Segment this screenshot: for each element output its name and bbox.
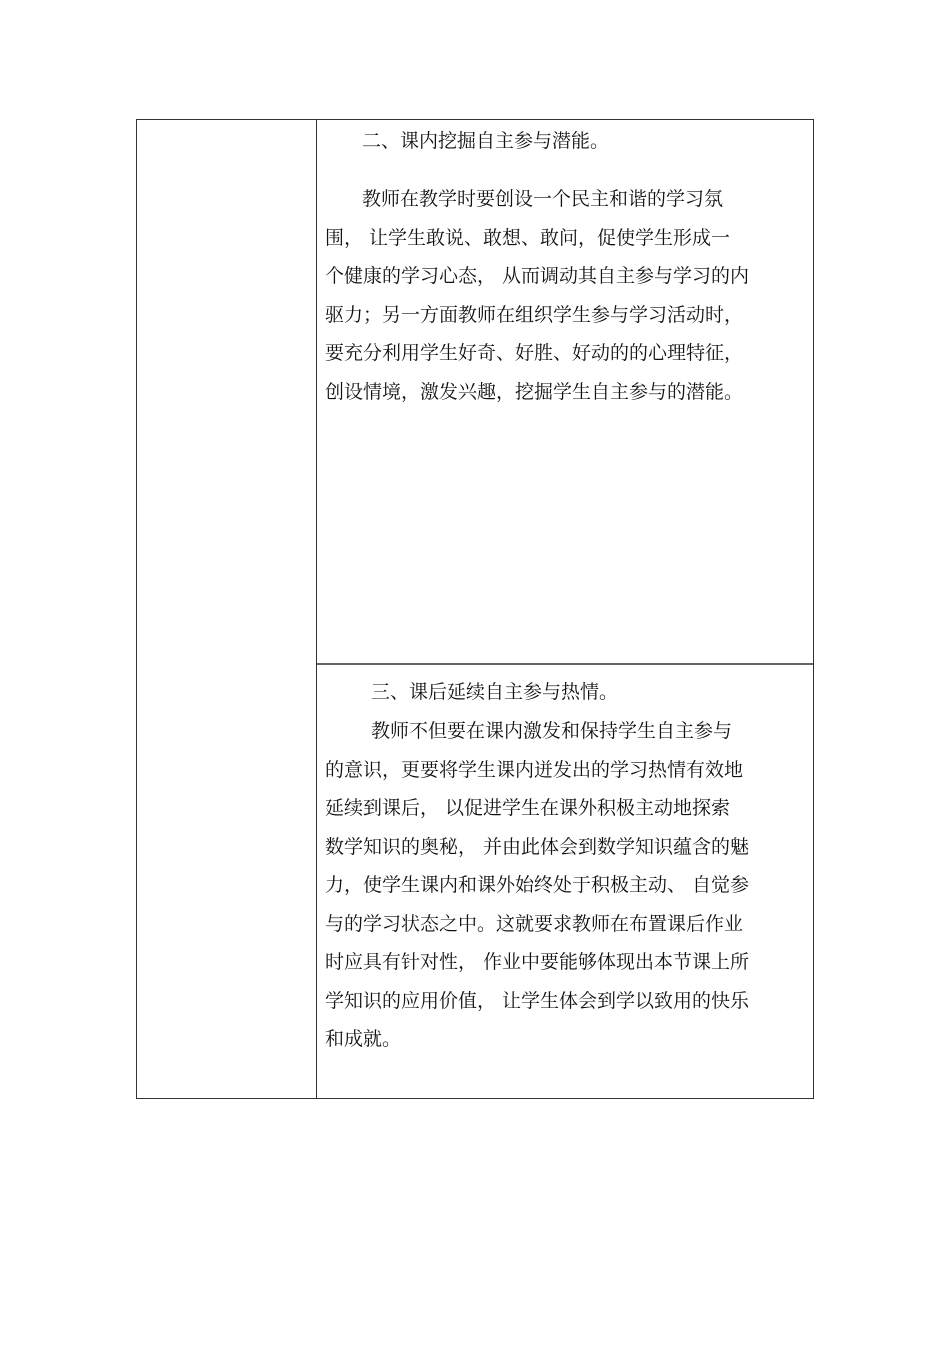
- paragraph-line: 要充分利用学生好奇、好胜、好动的的心理特征，: [325, 342, 744, 364]
- paragraph-line: 时应具有针对性， 作业中要能够体现出本节课上所: [325, 951, 750, 973]
- table-left-column: [137, 120, 317, 1098]
- section-three-cell: [317, 665, 813, 1098]
- section-three-paragraph: [325, 712, 803, 1059]
- paragraph-line: 和成就。: [325, 1028, 402, 1050]
- paragraph-line: 驱力；另一方面教师在组织学生参与学习活动时，: [325, 303, 744, 326]
- table-right-column: [317, 120, 813, 1098]
- section-three-heading: 三、课后延续自主参与热情。: [371, 681, 619, 703]
- section-two-paragraph: [325, 180, 803, 411]
- paragraph-line: 的意识，更要将学生课内迸发出的学习热情有效地: [325, 758, 744, 781]
- paragraph-line: 围， 让学生敢说、敢想、敢问，促使学生形成一: [325, 226, 731, 249]
- paragraph-line: 教师不但要在课内激发和保持学生自主参与: [371, 720, 733, 742]
- content-table: [136, 119, 814, 1099]
- paragraph-line: 与的学习状态之中。这就要求教师在布置课后作业: [325, 912, 744, 935]
- paragraph-line: 数学知识的奥秘， 并由此体会到数学知识蕴含的魅: [325, 835, 750, 858]
- paragraph-line: 学知识的应用价值， 让学生体会到学以致用的快乐: [325, 989, 750, 1012]
- section-two-cell: [317, 120, 813, 665]
- paragraph-line: 教师在教学时要创设一个民主和谐的学习氛: [362, 188, 724, 210]
- paragraph-line: 创设情境，激发兴趣，挖掘学生自主参与的潜能。: [325, 380, 744, 403]
- section-two-heading: 二、课内挖掘自主参与潜能。: [362, 130, 610, 152]
- paragraph-line: 个健康的学习心态， 从而调动其自主参与学习的内: [325, 265, 750, 287]
- paragraph-line: 延续到课后， 以促进学生在课外积极主动地探索: [325, 797, 731, 819]
- paragraph-line: 力，使学生课内和课外始终处于积极主动、 自觉参: [325, 874, 750, 896]
